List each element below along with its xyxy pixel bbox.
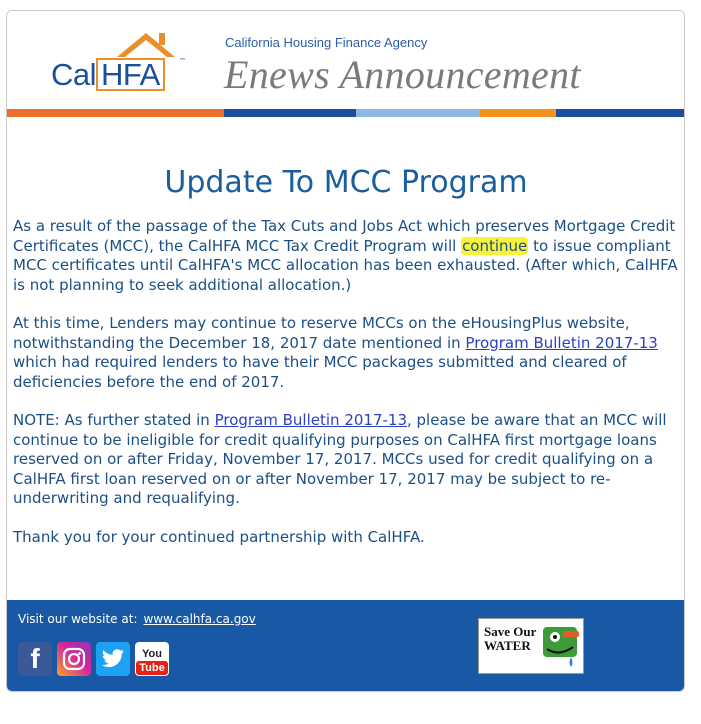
logo-hfa-box: HFA (96, 58, 165, 91)
stripe-blue-2 (556, 109, 684, 117)
main-content (13, 117, 679, 566)
youtube-icon[interactable]: You Tube (135, 642, 169, 676)
house-roof-icon (115, 31, 177, 59)
facebook-icon[interactable]: f (18, 642, 52, 676)
program-bulletin-link-2[interactable]: Program Bulletin 2017-13 (214, 411, 407, 429)
instagram-glyph (62, 647, 86, 671)
save-our-water-badge[interactable] (478, 618, 584, 674)
paragraph-2: At this time, Lenders may continue to reserve MCCs on the eHousingPlus website, notwithstanding the December 18, 2017 date mentioned in Program Bulletin 2017-13 which had required lenders to have their MCC packages submitted and cleared of deficiencies before the end of 2017. (13, 314, 658, 391)
stripe-orange-2 (480, 109, 556, 117)
logo-text: Cal HFA (51, 57, 165, 93)
website-link[interactable]: www.calhfa.ca.gov (143, 612, 256, 626)
instagram-icon[interactable] (57, 642, 91, 676)
enews-title: Enews Announcement (224, 52, 581, 97)
stripe-blue (224, 109, 356, 117)
save-our-water-text: Save Our WATER (484, 624, 537, 653)
program-bulletin-link-1[interactable]: Program Bulletin 2017-13 (465, 333, 658, 352)
calhfa-logo[interactable] (51, 31, 191, 91)
social-links (18, 642, 169, 676)
stripe-light-blue (356, 109, 480, 117)
paragraph-1: As a result of the passage of the Tax Cuts and Jobs Act which preserves Mortgage Credit Certificates (MCC), the CalHFA MCC Tax Credit Program will continue to issue compliant MCC certificates until CalHFA's MCC allocation has been exhausted. (After which, CalHFA is not planning to seek additional allocation.) (13, 217, 678, 294)
highlighted-word: continue (462, 236, 528, 255)
header (7, 11, 684, 109)
stripe-orange (7, 109, 224, 117)
water-drop-mascot-icon (541, 623, 581, 669)
page-title: Update To MCC Program (164, 165, 528, 200)
twitter-bird-glyph (101, 649, 125, 669)
twitter-icon[interactable] (96, 642, 130, 676)
trademark: ™ (179, 57, 186, 65)
color-stripe-bar (7, 109, 684, 117)
footer (7, 600, 684, 691)
visit-website: Visit our website at: www.calhfa.ca.gov (18, 612, 256, 626)
email-frame (6, 10, 685, 692)
paragraph-4: Thank you for your continued partnership with CalHFA. (13, 527, 425, 546)
paragraph-3: NOTE: As further stated in Program Bulletin 2017-13, please be aware that an MCC will continue to be ineligible for credit qualifying purposes on CalHFA first mortgage loans reserved on or after Friday, November 17, 2017. MCCs used for credit qualifying on a CalHFA first loan reserved on or after November 17, 2017 may be subject to re-underwriting and requalifying. (13, 411, 667, 507)
agency-name: California Housing Finance Agency (225, 35, 428, 50)
